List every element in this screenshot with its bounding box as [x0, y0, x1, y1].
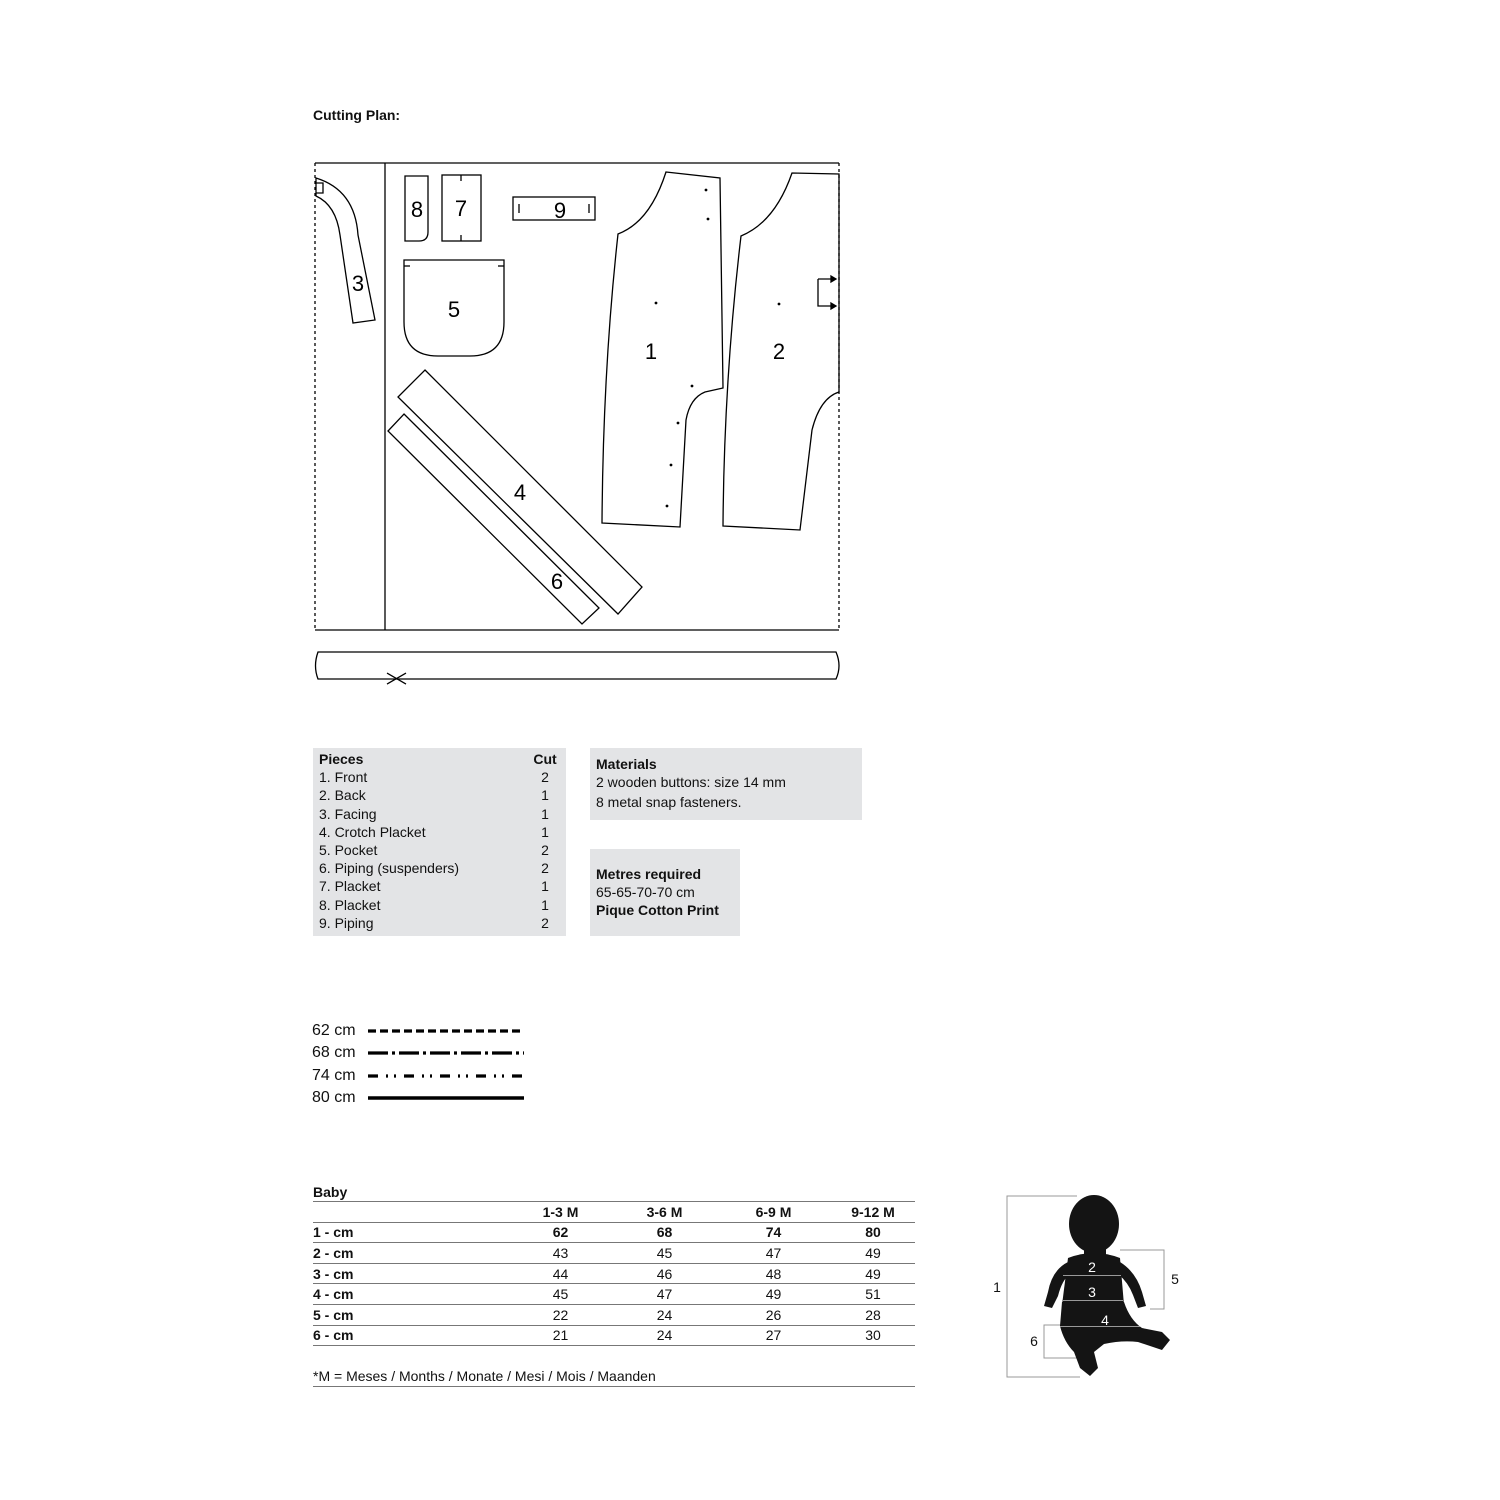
metres-box [590, 849, 740, 936]
materials-box [590, 748, 862, 820]
pieces-row [319, 877, 560, 895]
piece-cut-count: 2 [541, 914, 549, 931]
pieces-row [319, 786, 560, 804]
legend-row [312, 1042, 528, 1064]
size-line-legend [312, 1020, 528, 1109]
piece-cut-count: 2 [541, 860, 549, 877]
legend-line-dashed [368, 1027, 528, 1035]
cell-value: 22 [508, 1304, 613, 1325]
cell-value: 27 [716, 1325, 831, 1346]
measure-label-2: 2 [1088, 1259, 1096, 1275]
legend-line-dash-dot [368, 1049, 528, 1057]
cell-value: 49 [716, 1284, 831, 1305]
legend-label: 62 cm [312, 1022, 356, 1040]
pieces-row [319, 805, 560, 823]
piece-6-piping [388, 414, 599, 624]
piece-cut-count: 1 [541, 878, 549, 895]
cell-value: 44 [508, 1263, 613, 1284]
baby-measurement-figure [985, 1185, 1190, 1385]
row-label: 5 - cm [313, 1304, 508, 1325]
cell-value: 24 [613, 1304, 716, 1325]
size-chart-table [313, 1202, 915, 1346]
cell-value: 45 [508, 1284, 613, 1305]
piece-label-1: 1 [644, 339, 658, 364]
pieces-header-label: Pieces [319, 751, 364, 767]
piece-name: 3. Facing [319, 805, 377, 822]
row-label: 3 - cm [313, 1263, 508, 1284]
piece-label-8: 8 [410, 197, 424, 222]
cell-value: 74 [716, 1222, 831, 1243]
row-label: 6 - cm [313, 1325, 508, 1346]
piece-name: 6. Piping (suspenders) [319, 860, 460, 877]
piece-label-9: 9 [553, 198, 567, 223]
cell-value: 30 [831, 1325, 915, 1346]
legend-row [312, 1087, 528, 1109]
pieces-row [319, 896, 560, 914]
measure-label-6: 6 [1030, 1333, 1038, 1349]
size-chart [313, 1183, 915, 1387]
table-row [313, 1304, 915, 1325]
cell-value: 62 [508, 1222, 613, 1243]
pieces-row [319, 859, 560, 877]
cell-value: 28 [831, 1304, 915, 1325]
cell-value: 51 [831, 1284, 915, 1305]
cell-value: 24 [613, 1325, 716, 1346]
piece-2-notch [818, 279, 833, 306]
piece-name: 9. Piping [319, 914, 374, 931]
legend-label: 74 cm [312, 1066, 356, 1084]
measure-label-4: 4 [1101, 1312, 1109, 1328]
piece-cut-count: 2 [541, 769, 549, 786]
measure-label-3: 3 [1088, 1284, 1096, 1300]
pieces-table [313, 748, 566, 936]
legend-line-dash-dot-dot [368, 1072, 528, 1080]
waistband-strip [316, 652, 840, 679]
cell-value: 48 [716, 1263, 831, 1284]
size-chart-header-row [313, 1202, 915, 1222]
cell-value: 49 [831, 1263, 915, 1284]
column-header: 1-3 M [508, 1202, 613, 1222]
cell-value: 26 [716, 1304, 831, 1325]
piece-cut-count: 1 [541, 896, 549, 913]
cell-value: 45 [613, 1243, 716, 1264]
table-row [313, 1325, 915, 1346]
legend-label: 68 cm [312, 1044, 356, 1062]
measure-line-4 [1060, 1326, 1140, 1327]
piece-name: 4. Crotch Placket [319, 823, 426, 840]
piece-cut-count: 2 [541, 842, 549, 859]
cell-value: 68 [613, 1222, 716, 1243]
materials-line: 8 metal snap fasteners. [596, 794, 742, 811]
table-row [313, 1263, 915, 1284]
piece-name: 8. Placket [319, 896, 381, 913]
cell-value: 47 [613, 1284, 716, 1305]
piece-label-6: 6 [550, 569, 564, 594]
row-label: 4 - cm [313, 1284, 508, 1305]
piece-cut-count: 1 [541, 787, 549, 804]
table-row [313, 1222, 915, 1243]
cell-value: 21 [508, 1325, 613, 1346]
piece-label-2: 2 [772, 339, 786, 364]
table-row [313, 1243, 915, 1264]
materials-line: 2 wooden buttons: size 14 mm [596, 774, 786, 791]
legend-row [312, 1065, 528, 1087]
cutting-plan-diagram [300, 150, 860, 695]
piece-name: 2. Back [319, 787, 366, 804]
column-header: 9-12 M [831, 1202, 915, 1222]
cell-value: 46 [613, 1263, 716, 1284]
materials-title: Materials [596, 756, 657, 772]
piece-3-facing [316, 178, 375, 323]
row-label: 2 - cm [313, 1243, 508, 1264]
legend-label: 80 cm [312, 1089, 356, 1107]
measure-label-5: 5 [1171, 1271, 1179, 1287]
baby-silhouette [1044, 1195, 1170, 1376]
size-chart-caption: Baby [313, 1183, 915, 1202]
metres-amount: 65-65-70-70 cm [596, 884, 695, 901]
piece-label-7: 7 [454, 196, 468, 221]
piece-1-front [602, 172, 723, 527]
cell-value: 80 [831, 1222, 915, 1243]
measure-label-1: 1 [993, 1279, 1001, 1295]
metres-fabric: Pique Cotton Print [596, 902, 719, 919]
column-header: 6-9 M [716, 1202, 831, 1222]
pieces-header [319, 750, 560, 768]
piece-name: 7. Placket [319, 878, 381, 895]
piece-label-5: 5 [447, 297, 461, 322]
piece-label-3: 3 [351, 271, 365, 296]
metres-title: Metres required [596, 866, 702, 882]
piece-3-notch [316, 183, 323, 193]
cut-header-label: Cut [533, 751, 557, 767]
table-row [313, 1284, 915, 1305]
cell-value: 43 [508, 1243, 613, 1264]
pieces-row [319, 768, 560, 786]
cell-value: 49 [831, 1243, 915, 1264]
pieces-row [319, 823, 560, 841]
legend-row [312, 1020, 528, 1042]
cutting-plan-title: Cutting Plan: [313, 107, 401, 123]
piece-cut-count: 1 [541, 805, 549, 822]
cell-value: 47 [716, 1243, 831, 1264]
pieces-row [319, 841, 560, 859]
size-chart-footnote: *M = Meses / Months / Monate / Mesi / Mois / Maanden [313, 1366, 915, 1387]
measure-line-3 [1063, 1300, 1123, 1301]
piece-name: 1. Front [319, 769, 368, 786]
piece-name: 5. Pocket [319, 842, 378, 859]
pieces-row [319, 914, 560, 932]
column-header: 3-6 M [613, 1202, 716, 1222]
measure-line-2 [1063, 1275, 1121, 1276]
row-label: 1 - cm [313, 1222, 508, 1243]
piece-cut-count: 1 [541, 823, 549, 840]
piece-label-4: 4 [513, 480, 527, 505]
legend-line-solid [368, 1094, 528, 1102]
